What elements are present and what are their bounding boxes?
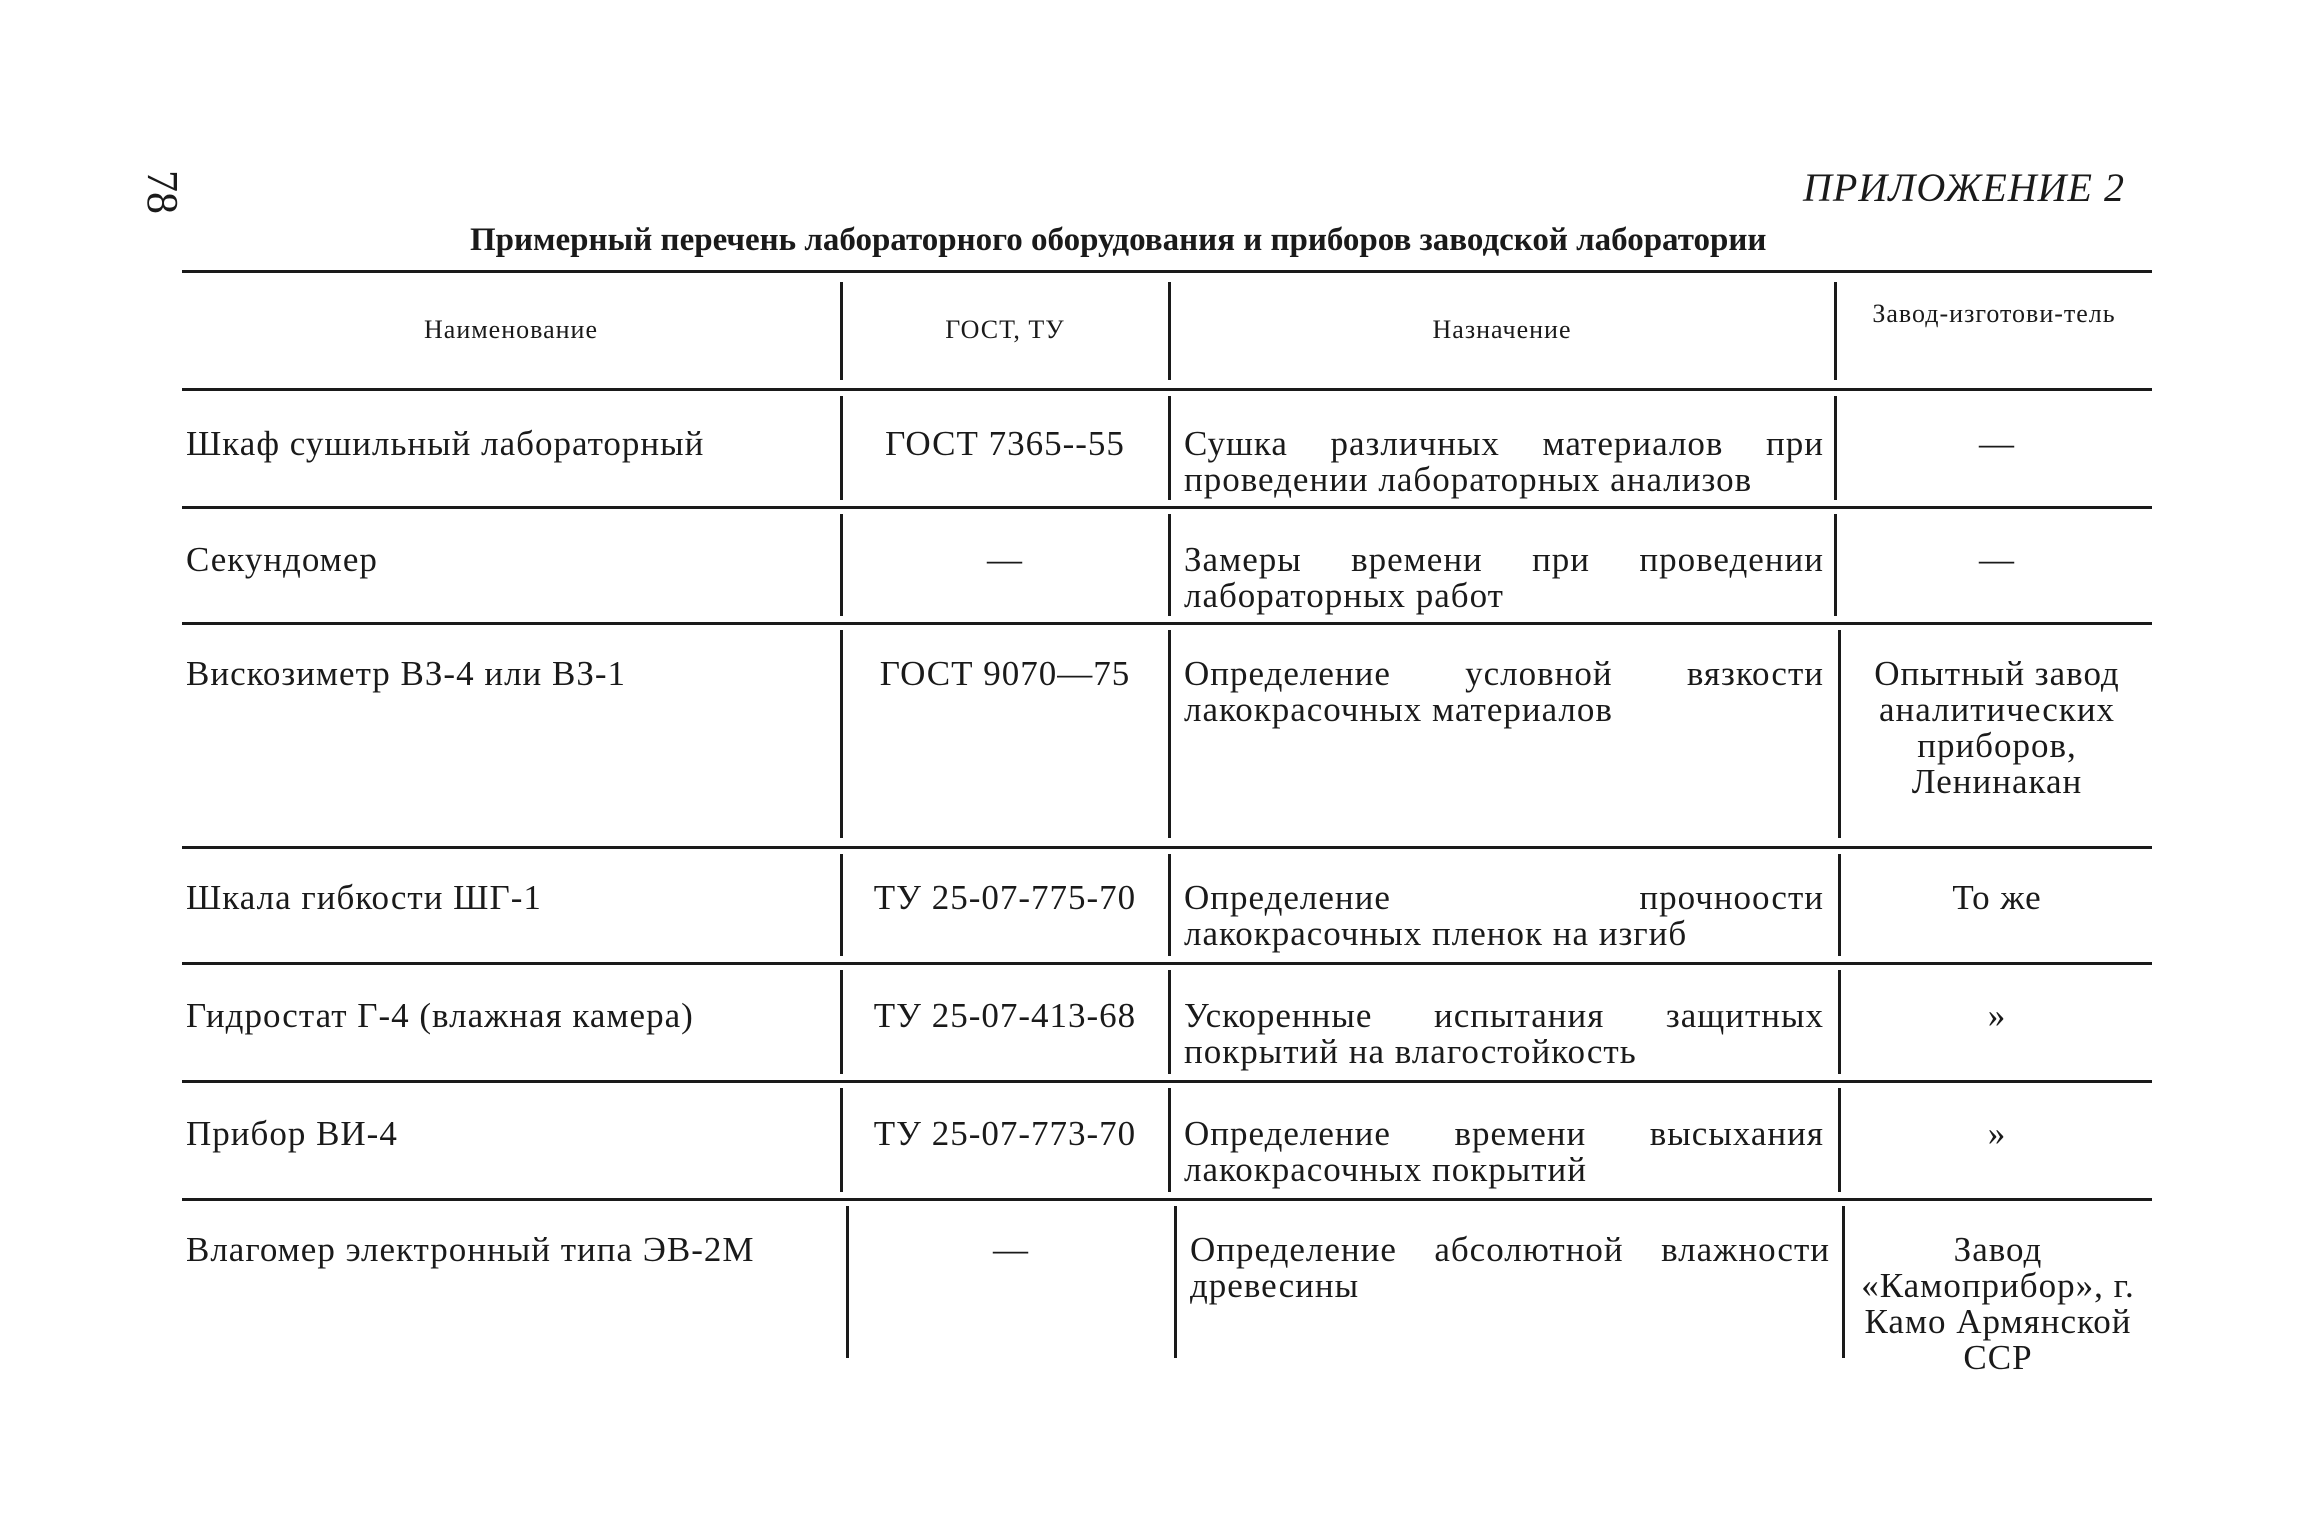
- cell-gost: —: [993, 1230, 1029, 1269]
- row-rule: [182, 1198, 2152, 1201]
- column-divider: [840, 970, 843, 1074]
- cell-gost: —: [987, 540, 1023, 579]
- cell-purpose: Сушка различных материалов при проведении лабораторных анализов: [1184, 424, 1824, 499]
- column-divider: [1168, 970, 1171, 1074]
- column-divider: [840, 630, 843, 838]
- cell-maker: Завод «Камоприбор», г. Камо Армянской ССР: [1861, 1230, 2135, 1377]
- header-name: Наименование: [424, 315, 598, 344]
- column-divider: [840, 1088, 843, 1192]
- cell-name: Шкала гибкости ШГ-1: [186, 878, 542, 917]
- cell-gost: ТУ 25-07-775-70: [873, 878, 1137, 917]
- cell-name: Прибор ВИ-4: [186, 1114, 398, 1153]
- cell-maker: —: [1979, 540, 2015, 579]
- column-divider: [840, 514, 843, 616]
- column-divider: [846, 1206, 849, 1358]
- header-purpose: Назначение: [1432, 315, 1572, 344]
- page-title: Примерный перечень лабораторного оборудования и приборов заводской лаборатории: [470, 222, 1767, 258]
- column-divider: [1838, 630, 1841, 838]
- column-divider: [1168, 854, 1171, 956]
- table-top-rule: [182, 270, 2152, 273]
- cell-gost: ГОСТ 7365-‑55: [885, 424, 1125, 463]
- cell-name: Влагомер электронный типа ЭВ-2М: [186, 1230, 755, 1269]
- column-divider: [1838, 1088, 1841, 1192]
- column-divider: [1168, 396, 1171, 500]
- column-divider: [1168, 630, 1171, 838]
- column-divider: [1838, 970, 1841, 1074]
- column-divider: [840, 854, 843, 956]
- page-number: 78: [138, 170, 187, 214]
- cell-purpose: Определение условной вязкости лакокрасочных материалов: [1184, 654, 1824, 729]
- column-divider: [1174, 1206, 1177, 1358]
- cell-maker: »: [1987, 996, 2007, 1035]
- cell-purpose: Замеры времени при проведении лабораторных работ: [1184, 540, 1824, 615]
- column-divider: [1834, 396, 1837, 500]
- cell-purpose: Определение абсолютной влажности древесины: [1190, 1230, 1830, 1305]
- cell-gost: ГОСТ 9070—75: [879, 654, 1131, 693]
- cell-maker: Опытный завод аналитических приборов, Ленинакан: [1874, 654, 2120, 801]
- cell-gost: ТУ 25-07-413-68: [873, 996, 1137, 1035]
- cell-name: Секундомер: [186, 540, 378, 579]
- column-divider: [840, 396, 843, 500]
- column-divider: [1168, 514, 1171, 616]
- cell-name: Вискозиметр ВЗ-4 или ВЗ-1: [186, 654, 627, 693]
- cell-name: Гидростат Г-4 (влажная камера): [186, 996, 694, 1035]
- header-maker: Завод-изготови-тель: [1872, 299, 2116, 328]
- row-rule: [182, 506, 2152, 509]
- column-divider: [1834, 282, 1837, 380]
- row-rule: [182, 846, 2152, 849]
- row-rule: [182, 1080, 2152, 1083]
- header-gost: ГОСТ, ТУ: [945, 315, 1065, 344]
- header-bottom-rule: [182, 388, 2152, 391]
- column-divider: [1834, 514, 1837, 616]
- appendix-label: ПРИЛОЖЕНИЕ 2: [1803, 165, 2125, 210]
- column-divider: [1842, 1206, 1845, 1358]
- cell-purpose: Ускоренные испытания защитных покрытий на влагостойкость: [1184, 996, 1824, 1071]
- cell-maker: —: [1979, 424, 2015, 463]
- cell-name: Шкаф сушильный лабораторный: [186, 424, 705, 463]
- cell-maker: То же: [1952, 878, 2042, 917]
- row-rule: [182, 622, 2152, 625]
- cell-maker: »: [1987, 1114, 2007, 1153]
- column-divider: [1168, 1088, 1171, 1192]
- row-rule: [182, 962, 2152, 965]
- cell-purpose: Определение времени высыхания лакокрасочных покрытий: [1184, 1114, 1824, 1189]
- cell-gost: ТУ 25-07-773-70: [873, 1114, 1137, 1153]
- column-divider: [1838, 854, 1841, 956]
- cell-purpose: Определение прочноости лакокрасочных пленок на изгиб: [1184, 878, 1824, 953]
